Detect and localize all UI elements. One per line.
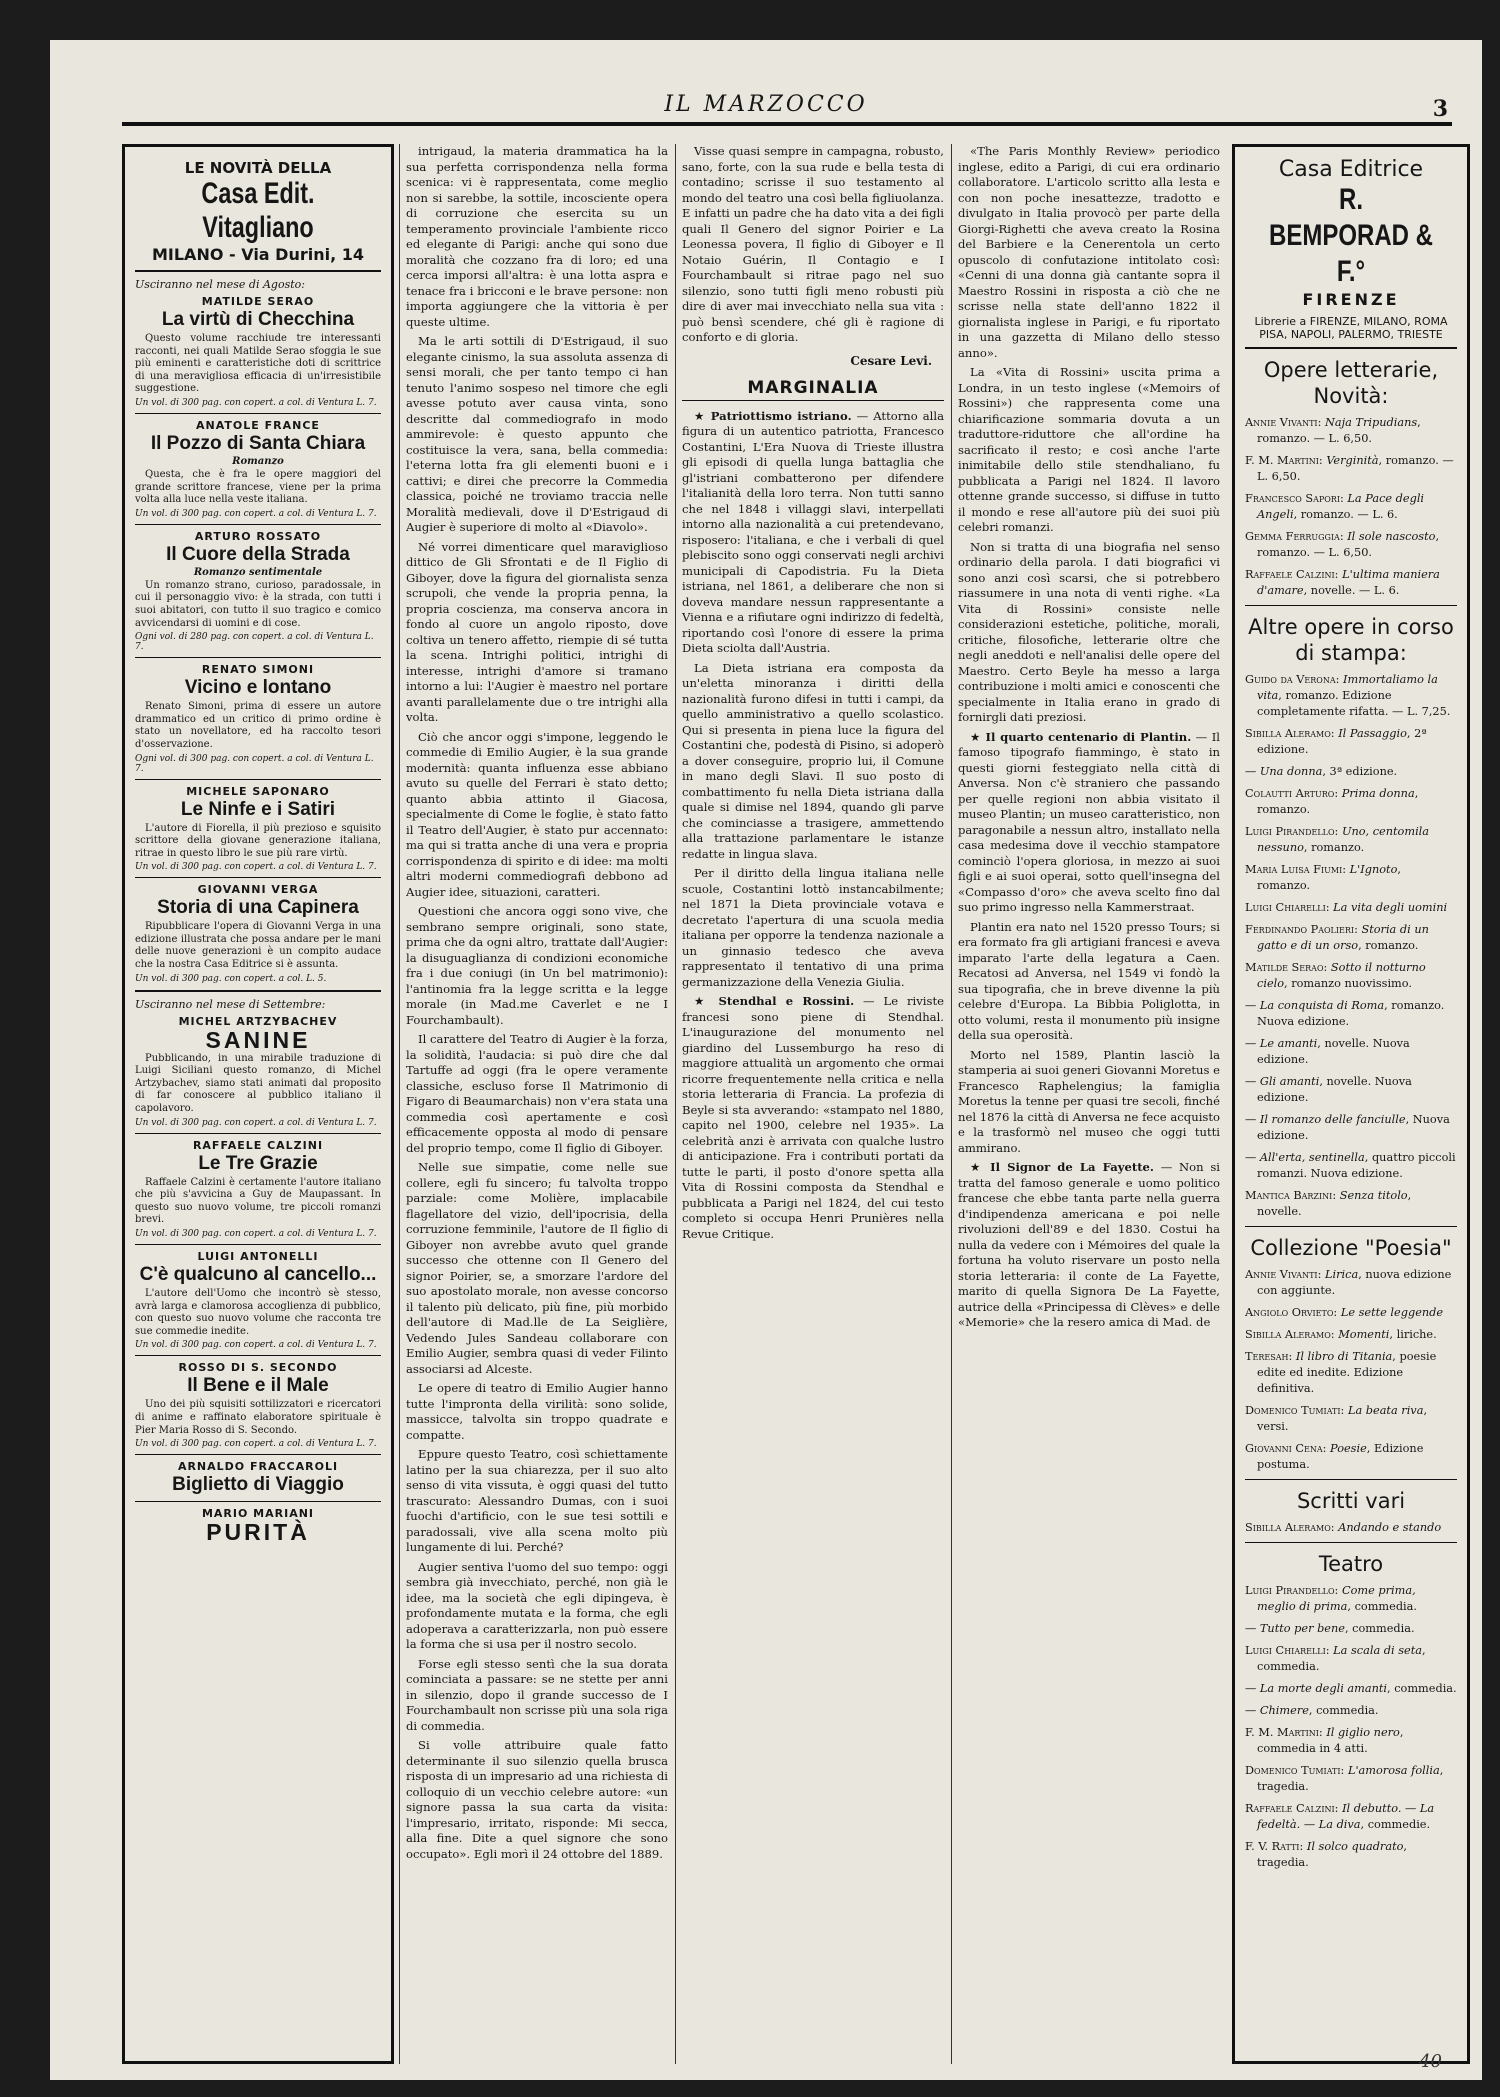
book-genre: Romanzo sentimentale bbox=[193, 566, 323, 578]
publisher-name: Casa Edit. Vitagliano bbox=[201, 177, 315, 244]
divider bbox=[1245, 347, 1457, 349]
book-list-september bbox=[135, 1015, 381, 1544]
catalog-item: Mantica Barzini: Senza titolo, novelle. bbox=[1245, 1189, 1412, 1218]
catalog-item: Francesco Sapori: La Pace degli Angeli, romanzo. — L. 6. bbox=[1245, 492, 1425, 521]
catalog-item: Colautti Arturo: Prima donna, romanzo. bbox=[1245, 787, 1419, 816]
book-price: Un vol. di 300 pag. con copert. a col. di Ventura L. 7. bbox=[135, 397, 377, 408]
marginalia-entry-plantin: ★ Il quarto centenario di Plantin. — Il famoso tipografo fiammingo, è stato in questi giorni festeggiato nella città di Anversa. Non c'è straniero che passando per quelle regioni non abbia visitato il museo Plantin; un museo caratteristico, non paragonabile a nessun altro, installato nella casa medesima dove il vecchio stampatore cominciò l'opera gloriosa, in mezzo ai suoi figli e ai suoi operai, sotto quell'insegna del «Compasso d'oro» che aveva scelto fino dal suo primo ingresso nella Kammerstraat. bbox=[958, 729, 1220, 914]
book-description: L'autore di Fiorella, il più prezioso e squisito scrittore della giovane generazione italiana, ritrae in questo libro le sue più rare virtù. bbox=[135, 822, 381, 859]
column-rule bbox=[399, 144, 400, 2064]
catalog-sections bbox=[1245, 357, 1457, 1871]
book-price: Ogni vol. di 280 pag. con copert. a col. di Ventura L. 7. bbox=[135, 632, 374, 653]
marginalia-paragraph: «The Paris Monthly Review» periodico inglese, edito a Parigi, di cui era ordinario collaboratore. L'articolo scritto alla lesta e con non poche inesattezze, tradotto e divulgato in Italia provocò per parte della Giorgi-Righetti che aveva creato la Rosina del Barbiere e la Cenerentola un certo opuscolo di confutazione intitolato così: «Cenni di una donna già cantante sopra il Maestro Rossini in risposta a ciò che ne scrisse nella state dell'anno 1822 il giornalista inglese in Parigi, e fu riportato in una gazzetta di Milano dello stesso anno». bbox=[958, 144, 1220, 360]
book-author: MARIO MARIANI bbox=[201, 1507, 315, 1521]
book-listing bbox=[135, 1507, 381, 1546]
book-title: PURITÀ bbox=[206, 1519, 310, 1546]
item-details: Edizione postuma. bbox=[1257, 1442, 1424, 1471]
marginalia-paragraph: Plantin era nato nel 1520 presso Tours; si era formato fra gli artigiani francesi e aveva imparato l'arte della legatura a Caen. Recatosi ad Anversa, nel 1549 vi fondò la sua tipografia, che in breve divenne la più celebre d'Europa. La Bibbia Poliglotta, in otto volumi, resta il monumento più insigne della sua operosità. bbox=[958, 919, 1220, 1042]
item-author: Domenico Tumiati bbox=[1245, 1404, 1341, 1417]
item-title: — All'erta, sentinella bbox=[1245, 1151, 1365, 1164]
divider bbox=[135, 1501, 381, 1502]
book-title: Storia di una Capinera bbox=[157, 897, 359, 919]
book-author: ARTURO ROSSATO bbox=[194, 529, 322, 543]
book-author: ARNALDO FRACCAROLI bbox=[177, 1460, 339, 1474]
item-author: F. M. Martini bbox=[1245, 454, 1319, 467]
book-description: Questo volume racchiude tre interessanti racconti, nei quali Matilde Serao sfoggia le sue più eminenti e caratteristiche doti di scrittrice di una meravigliosa efficacia di un'irresistibile suggestione. bbox=[135, 333, 381, 395]
item-details: romanzo. — L. 6,50. bbox=[1257, 546, 1372, 559]
article-paragraph: Augier sentiva l'uomo del suo tempo: oggi sembra già invecchiato, perché, non già le idee, ma la società che egli dipingeva, è profondamente mutata e la forma, che egli adoperava a caratterizzarla, non può essere la forma che si usa per il nostro secolo. bbox=[406, 1559, 668, 1651]
catalog-item: Annie Vivanti: Lirica, nuova edizione con aggiunte. bbox=[1245, 1268, 1452, 1297]
item-author: F. V. Ratti bbox=[1245, 1840, 1300, 1853]
item-details: commedia. bbox=[1257, 1660, 1320, 1673]
catalog-item: Ferdinando Paolieri: Storia di un gatto e di un orso, romanzo. bbox=[1245, 923, 1429, 952]
item-title: Il libro di Titania bbox=[1295, 1350, 1393, 1363]
catalog-section-heading: Teatro bbox=[1318, 1552, 1384, 1576]
book-author: GIOVANNI VERGA bbox=[197, 883, 319, 897]
item-author: Francesco Sapori bbox=[1245, 492, 1340, 505]
item-details: tragedia. bbox=[1257, 1856, 1309, 1869]
catalog-item: Annie Vivanti: Naja Tripudians, romanzo. — L. 6,50. bbox=[1245, 416, 1421, 445]
item-details: 3ª edizione. bbox=[1329, 765, 1398, 778]
item-title: — La morte degli amanti bbox=[1245, 1682, 1388, 1695]
catalog-item: Raffaele Calzini: Il debutto. — La fedeltà. — La diva, commedie. bbox=[1245, 1802, 1435, 1831]
book-title: Il Cuore della Strada bbox=[166, 543, 350, 565]
article-paragraph: intrigaud, la materia drammatica ha la sua perfetta corrispondenza nella forma scenica: vi è rappresentata, come meglio non si sarebbe, la sottile, incosciente opera di corruzione che esercita su un temperamento provinciale l'ambiente ricco ed elegante di Parigi: anche qui sono due moralità che cozzano fra di loro; ed una cerca imporsi all'altra: è una lotta aspra e tenace fra i bricconi e le brave persone: non importa aggiungere che la vittoria è per queste ultime. bbox=[406, 144, 668, 329]
book-listing bbox=[135, 785, 381, 873]
item-details: romanzo. bbox=[1257, 879, 1311, 892]
item-author: Domenico Tumiati bbox=[1245, 1764, 1341, 1777]
article-paragraph: Si volle attribuire quale fatto determinante il suo silenzio quella brusca risposta di un impresario ad una richiesta di colloquio di un vecchio celebre autore: «un signore passa la sua carta da visita: l'impresario, irritato, risponde: Mi secca, alla fine. Dite a quel signore che sono occupato». Egli morì il 24 ottobre del 1889. bbox=[406, 1738, 668, 1861]
item-title: L'amorosa follia bbox=[1347, 1764, 1440, 1777]
item-title: Lirica bbox=[1324, 1268, 1359, 1281]
book-listing bbox=[135, 530, 381, 652]
book-title: Il Pozzo di Santa Chiara bbox=[150, 432, 366, 454]
item-title: La beata riva bbox=[1347, 1404, 1424, 1417]
marginalia-paragraph: Morto nel 1589, Plantin lasciò la stamperia ai suoi generi Giovanni Moretus e Francesco Raphelengius; la famiglia Moretus la tenne per quasi tre secoli, finché nel 1876 la città di Anversa ne fece acquisto e la trasformò nel museo che oggi tutti ammirano. bbox=[958, 1047, 1220, 1155]
publisher-name: R. BEMPORAD & F.° bbox=[1268, 183, 1433, 288]
entry-title: Patriottismo istriano. bbox=[710, 408, 852, 423]
item-author: Maria Luisa Fiumi bbox=[1245, 863, 1343, 876]
item-details: romanzo. Nuova edizione. bbox=[1257, 999, 1445, 1028]
item-title: Sotto il notturno cielo bbox=[1257, 961, 1426, 990]
catalog-item: — Le amanti, novelle. Nuova edizione. bbox=[1245, 1037, 1410, 1066]
item-details: nuova edizione con aggiunte. bbox=[1257, 1268, 1452, 1297]
item-title: Il debutto. — La fedeltà. — La diva bbox=[1257, 1802, 1435, 1831]
book-price: Un vol. di 300 pag. con copert. a col. di Ventura L. 7. bbox=[135, 1229, 377, 1239]
book-listing bbox=[135, 1361, 381, 1449]
publisher-kicker: Casa Editrice bbox=[1278, 157, 1424, 182]
item-title: — Una donna bbox=[1245, 765, 1323, 778]
item-author: Giovanni Cena bbox=[1245, 1442, 1323, 1455]
item-author: Luigi Pirandello bbox=[1245, 1584, 1335, 1597]
item-author: Angiolo Orvieto bbox=[1245, 1306, 1334, 1319]
catalog-item: Raffaele Calzini: L'ultima maniera d'amare, novelle. — L. 6. bbox=[1245, 568, 1440, 597]
divider bbox=[135, 1244, 381, 1245]
catalog-item: — Tutto per bene, commedia. bbox=[1245, 1622, 1415, 1635]
item-author: Annie Vivanti bbox=[1245, 416, 1318, 429]
marginalia-column-4 bbox=[958, 144, 1220, 2064]
release-label-august: Usciranno nel mese di Agosto: bbox=[135, 278, 305, 291]
catalog-item: Giovanni Cena: Poesie, Edizione postuma. bbox=[1245, 1442, 1424, 1471]
item-details: commedia in 4 atti. bbox=[1257, 1742, 1368, 1755]
article-paragraph: Il carattere del Teatro di Augier è la forza, la solidità, l'audacia: si può dire che dal Tartuffe ad oggi (fra le opere veramente classiche, escluso forse Il Matrimonio di Figaro di Beaumarchais) non v'era stata una commedia così apertamente e così efficacemente opposta al modo di pensare del proprio tempo, come Il figlio di Giboyer. bbox=[406, 1032, 668, 1155]
article-ending bbox=[682, 144, 944, 346]
book-listing bbox=[135, 883, 381, 983]
divider bbox=[135, 1454, 381, 1455]
divider bbox=[1245, 605, 1457, 606]
item-details: romanzo. bbox=[1257, 803, 1311, 816]
item-author: Luigi Chiarelli bbox=[1245, 1644, 1326, 1657]
book-listing bbox=[135, 1015, 381, 1128]
handwritten-mark: 40 bbox=[1419, 2051, 1442, 2072]
item-author: Teresah bbox=[1245, 1350, 1289, 1363]
catalog-item: Domenico Tumiati: La beata riva, versi. bbox=[1245, 1404, 1428, 1433]
item-title: — Gli amanti bbox=[1245, 1075, 1320, 1088]
article-column-augier bbox=[406, 144, 668, 2064]
item-title: — Tutto per bene bbox=[1245, 1622, 1345, 1635]
book-author: ANATOLE FRANCE bbox=[196, 418, 320, 432]
book-description: Renato Simoni, prima di essere un autore drammatico ed un critico di primo ordine è stato un novellatore, ed ha raccolto tesori d'osservazione. bbox=[135, 701, 381, 750]
catalog-item: Maria Luisa Fiumi: L'Ignoto, romanzo. bbox=[1245, 863, 1401, 892]
article-signature: Cesare Levi. bbox=[850, 353, 932, 368]
catalog-section-heading: Scritti vari bbox=[1296, 1489, 1406, 1513]
publisher-address: MILANO - Via Durini, 14 bbox=[151, 245, 364, 264]
item-title: — La conquista di Roma bbox=[1245, 999, 1385, 1012]
item-title: — Il romanzo delle fanciulle bbox=[1245, 1113, 1406, 1126]
item-author: Sibilla Aleramo bbox=[1245, 1328, 1331, 1341]
item-title: — Chimere bbox=[1245, 1704, 1309, 1717]
item-author: Mantica Barzini bbox=[1245, 1189, 1333, 1202]
catalog-item: — Chimere, commedia. bbox=[1245, 1704, 1379, 1717]
book-description: Questa, che è fra le opere maggiori del grande scrittore francese, viene per la prima volta alla luce nella veste italiana. bbox=[135, 468, 381, 506]
ad-kicker: LE NOVITÀ DELLA bbox=[184, 159, 332, 177]
item-details: commedie. bbox=[1367, 1818, 1431, 1831]
divider bbox=[135, 270, 381, 272]
entry-text: Per il diritto della lingua italiana nelle scuole, Costantini lottò instancabilmente; nel 1871 la Dieta provinciale votava e decretato l'apertura di una scuola media italiana per opporre la tendenza nazionale a un ginnasio tedesco che aveva rappresentato il tentativo di una prima germanizzazione della Venezia Giulia. bbox=[682, 866, 944, 989]
book-title: Le Ninfe e i Satiri bbox=[180, 798, 336, 820]
item-author: Sibilla Aleramo bbox=[1245, 727, 1331, 740]
item-author: Colautti Arturo bbox=[1245, 787, 1335, 800]
item-title: Prima donna bbox=[1341, 787, 1415, 800]
publisher-city: FIRENZE bbox=[1302, 290, 1400, 309]
book-listing bbox=[135, 1139, 381, 1239]
article-paragraph: Forse egli stesso sentì che la sua dorata cominciata a passare: se ne stette per anni in silenzio, dopo il grande successo de I Fourchambault non scrisse più una sola riga di commedia. bbox=[406, 1656, 668, 1733]
book-author: MICHELE SAPONARO bbox=[186, 784, 330, 798]
divider bbox=[1245, 1542, 1457, 1543]
book-author: LUIGI ANTONELLI bbox=[197, 1250, 319, 1263]
item-author: Raffaele Calzini bbox=[1245, 1802, 1335, 1815]
book-author: MATILDE SERAO bbox=[201, 295, 315, 308]
book-description: L'autore dell'Uomo che incontrò sè stesso, avrà larga e clamorosa accoglienza di pubblico, con questo suo nuovo volume che racconta tre sue commedie inedite. bbox=[135, 1288, 381, 1337]
release-label-september: Usciranno nel mese di Settembre: bbox=[135, 997, 326, 1011]
item-details: romanzo. — L. 6,50. bbox=[1257, 432, 1372, 445]
item-details: versi. bbox=[1257, 1420, 1289, 1433]
marginalia-paragraph: Non si tratta di una biografia nel senso ordinario della parola. I dati biografici vi sono anzi così scarsi, che si potrebbero riassumere in una nota di venti righe. «La Vita di Rossini» consiste nelle considerazioni estetiche, politiche, morali, critiche, filosofiche, letterarie oltre che negli aneddoti e nell'analisi delle opere del Maestro. Certo Beyle ha messo a larga contribuzione i molti amici e conoscenti che specialmente in Italia erano in grado di fornirgli dati preziosi. bbox=[958, 539, 1220, 724]
item-details: romanzo. — L. 6,50. bbox=[1257, 454, 1454, 483]
item-author: Matilde Serao bbox=[1245, 961, 1324, 974]
item-title: Immortaliamo la vita bbox=[1257, 673, 1438, 702]
book-description: Pubblicando, in una mirabile traduzione di Luigi Siciliani questo romanzo, di Michel Artzybachev, siamo stati animati dal proposito di far conoscere al pubblico italiano il capolavoro. bbox=[135, 1052, 381, 1115]
entry-text: Attorno alla figura di un autentico patriotta, Francesco Costantini, L'Era Nuova di Trieste illustra gli episodi di quella lunga battaglia che gl'istriani combatterono per difendere l'italianità della loro terra. Non tutti sanno che nel 1848 i villaggi slavi, interpellati intorno alla nazionalità a cui pretendevano, risposero: l'italiana, e che i verbali di quel plebiscito sono oggi conservati negli archivi municipali di Capodistria. Fu la Dieta istriana, nel 1861, a deliberare che non si doveva mandare nessun rappresentante a Vienna e a rifiutare ogni indirizzo di fedeltà, riportando così l'onore di essere la prima Dieta sciolta dall'Austria. bbox=[682, 408, 944, 655]
divider bbox=[135, 1355, 381, 1356]
catalog-item: Gemma Ferruggia: Il sole nascosto, romanzo. — L. 6,50. bbox=[1245, 530, 1440, 559]
book-title: Biglietto di Viaggio bbox=[172, 1474, 344, 1496]
item-details: tragedia. bbox=[1257, 1780, 1309, 1793]
book-title: La virtù di Checchina bbox=[161, 309, 355, 330]
divider bbox=[135, 413, 381, 414]
item-author: Luigi Chiarelli bbox=[1245, 901, 1326, 914]
item-details: poesie edite ed inedite. Edizione definitiva. bbox=[1257, 1350, 1437, 1395]
catalog-item: Teresah: Il libro di Titania, poesie edite ed inedite. Edizione definitiva. bbox=[1245, 1350, 1437, 1395]
catalog-item: — Il romanzo delle fanciulle, Nuova edizione. bbox=[1245, 1113, 1450, 1142]
column-rule bbox=[951, 144, 952, 2064]
stendhal-continuation bbox=[958, 144, 1220, 726]
item-title: L'ultima maniera d'amare bbox=[1257, 568, 1440, 597]
book-list-august bbox=[135, 295, 381, 984]
catalog-item: Matilde Serao: Sotto il notturno cielo, romanzo nuovissimo. bbox=[1245, 961, 1426, 990]
article-paragraph: Visse quasi sempre in campagna, robusto, sano, forte, con la sua rude e bella testa di contadino; scrisse il suo testamento al mondo del teatro una così bella figliuolanza. E infatti un padre che ha dato vita a dei figli quali Il Genero del signor Poirier e La Leonessa povera, Il figlio di Giboyer e Il Notaio Guérin, Il Contagio e I Fourchambault si ritrae pago nel suo silenzio, sono tutti figli meno robusti più dire di aver mai invecchiato nella sua vita : può bensì scendere, ché gli è ragione di conforto e di gloria. bbox=[682, 144, 944, 344]
divider bbox=[135, 657, 381, 658]
article-paragraph: Nelle sue simpatie, come nelle sue collere, egli fu sincero; fu talvolta troppo parziale: come Molière, implacabile flagellatore del vizio, dell'ipocrisia, della corruzione femminile, l'autore de Il figlio di Giboyer non avrebbe avuto quel grande successo che ottenne con Il Genero del signor Poirier, se, a smorzare l'ardore del suo apostolato morale, non avesse concorso il talento più delicato, più fine, più morbido dell'autore di Mad.lle de La Seiglière, Vedendo Jules Sandeau collaborare con Emilio Augier, sembra quasi di veder Filinto associarsi ad Alceste. bbox=[406, 1160, 668, 1376]
book-description: Un romanzo strano, curioso, paradossale, in cui il personaggio vivo: è la strada, con tutti i suoi abitatori, con tutto il suo tragico e comico avvicendarsi di uomini e di cose. bbox=[135, 579, 381, 629]
item-title: La Pace degli Angeli bbox=[1257, 492, 1425, 521]
item-details: novelle. bbox=[1257, 1205, 1302, 1218]
catalog-item: Luigi Chiarelli: La vita degli uomini bbox=[1245, 901, 1448, 914]
item-details: commedia. bbox=[1394, 1682, 1457, 1695]
item-details: novelle. — L. 6. bbox=[1310, 584, 1400, 597]
catalog-item: Sibilla Aleramo: Il Passaggio, 2ª edizione. bbox=[1245, 727, 1427, 756]
catalog-item: Luigi Chiarelli: La scala di seta, commedia. bbox=[1245, 1644, 1426, 1673]
divider bbox=[135, 779, 381, 780]
article-paragraph: Eppure questo Teatro, così schiettamente latino per la sua chiarezza, per il suo alto senso di vita vissuta, è oggi quasi del tutto trascurato: Alessandro Dumas, con i suoi fuochi d'artificio, con le sue tesi sottili e paradossali, vive alla scena molto più lungamente di lui. Perché? bbox=[406, 1447, 668, 1554]
catalog-item: — Gli amanti, novelle. Nuova edizione. bbox=[1245, 1075, 1412, 1104]
divider bbox=[1245, 1226, 1457, 1227]
item-details: romanzo. bbox=[1311, 841, 1365, 854]
book-price: Un vol. di 300 pag. con copert. a col. di Ventura L. 7. bbox=[135, 862, 377, 873]
newspaper-page bbox=[50, 40, 1482, 2080]
item-title: Andando e stando bbox=[1338, 1521, 1442, 1534]
bemporad-advertisement bbox=[1232, 144, 1470, 2064]
vitagliano-advertisement bbox=[122, 144, 394, 2064]
item-title: Le sette leggende bbox=[1340, 1306, 1444, 1319]
item-title: Storia di un gatto e di un orso bbox=[1257, 923, 1429, 952]
catalog-item: — All'erta, sentinella, quattro piccoli romanzi. Nuova edizione. bbox=[1245, 1151, 1456, 1180]
book-listing bbox=[135, 663, 381, 773]
marginalia-paragraph bbox=[682, 661, 944, 863]
item-title: Naja Tripudians bbox=[1324, 416, 1418, 429]
item-title: Poesie bbox=[1330, 1442, 1367, 1455]
item-title: Il giglio nero bbox=[1326, 1726, 1400, 1739]
catalog-item: — La conquista di Roma, romanzo. Nuova edizione. bbox=[1245, 999, 1445, 1028]
catalog-item: — Una donna, 3ª edizione. bbox=[1245, 765, 1398, 778]
marginalia-heading: MARGINALIA bbox=[682, 378, 944, 401]
item-details: commedia. bbox=[1316, 1704, 1379, 1717]
article-paragraph: Ma le arti sottili di D'Estrigaud, il suo elegante cinismo, la sua assoluta assenza di sensi morali, che per tanto tempo ci han tenuto l'animo sospeso nel timore che egli avesse potuto aver causa vinta, sono descritte dal commediografo in modo ammirevole: è questo appunto che costituisce la vera, sana, bella commedia: l'eterna lotta fra gli elementi buoni e i cattivi; e direi che precorre la Commedia classica, poiché ne troviamo traccia nelle Moralità medievali, dove il D'Estrigaud di Augier è superiore di molto al «Diavolo». bbox=[406, 334, 668, 534]
page-number: 3 bbox=[1432, 96, 1448, 122]
book-price: Un vol. di 300 pag. con copert. a col. L. 5. bbox=[135, 973, 327, 984]
book-author: RENATO SIMONI bbox=[201, 663, 315, 677]
marginalia-entry-lafayette: ★ Il Signor de La Fayette. — Non si tratta del famoso generale e uomo politico francese che ebbe tanta parte nella guerra d'indipendenza americana e poi nelle rivoluzioni dell'89 e del 1830. Costui ha nulla da vedere con i Mémoires del quale la fortuna ha voluto riservare un posto nella storia letteraria: il conte de La Fayette, marito di quella Signora De La Fayette, autrice della «Principessa di Clèves» e delle «Memorie» che la resero amica di Mad. de bbox=[958, 1160, 1220, 1329]
book-author: ROSSO DI S. SECONDO bbox=[178, 1361, 338, 1375]
catalog-item: Angiolo Orvieto: Le sette leggende bbox=[1245, 1306, 1444, 1319]
book-genre: Romanzo bbox=[232, 455, 284, 467]
catalog-item: Luigi Pirandello: Come prima, meglio di prima, commedia. bbox=[1245, 1584, 1417, 1613]
item-title: Come prima, meglio di prima bbox=[1257, 1584, 1416, 1613]
book-listing bbox=[135, 1250, 381, 1350]
catalog-section-heading: Opere letterarie, Novità: bbox=[1263, 358, 1439, 408]
book-listing bbox=[135, 295, 381, 408]
catalog-item: F. M. Martini: Il giglio nero, commedia in 4 atti. bbox=[1245, 1726, 1404, 1755]
header-rule bbox=[122, 122, 1452, 126]
item-details: commedia. bbox=[1352, 1622, 1415, 1635]
catalog-item: Sibilla Aleramo: Momenti, liriche. bbox=[1245, 1328, 1437, 1341]
catalog-section-heading: Collezione "Poesia" bbox=[1250, 1236, 1452, 1260]
marginalia-entries bbox=[682, 409, 944, 991]
item-author: F. M. Martini bbox=[1245, 1726, 1319, 1739]
item-details: novelle. Nuova edizione. bbox=[1257, 1037, 1410, 1066]
plantin-continuation bbox=[958, 920, 1220, 1157]
item-title: Senza titolo bbox=[1339, 1189, 1408, 1202]
book-author: MICHEL ARTZYBACHEV bbox=[178, 1014, 338, 1028]
book-price: Un vol. di 300 pag. con copert. a col. di Ventura L. 7. bbox=[135, 1340, 377, 1351]
item-title: Il sole nascosto bbox=[1347, 530, 1436, 543]
divider bbox=[135, 524, 381, 525]
divider bbox=[135, 877, 381, 878]
item-details: Nuova edizione. bbox=[1257, 1113, 1450, 1142]
book-price: Un vol. di 300 pag. con copert. a col. di Ventura L. 7. bbox=[135, 1117, 377, 1128]
book-listing bbox=[135, 419, 381, 519]
item-details: romanzo. Edizione completamente rifatta. — L. 7,25. bbox=[1257, 689, 1451, 718]
item-author: Gemma Ferruggia bbox=[1245, 530, 1340, 543]
item-author: Luigi Pirandello bbox=[1245, 825, 1335, 838]
article-paragraph: Né vorrei dimenticare quel maraviglioso dittico de Gli Sfrontati e de Il Figlio di Giboyer, dove la figura del giornalista senza scrupoli, che vende la propria penna, la propria coscienza, ma conserva ancora in fondo al cuore un angolo riposto, dove coltiva un tenero affetto, riempie di sé tutta la scena. Intrighi politici, intrighi di interesse, intrighi d'amore si tramano intorno a lui: l'Augier è maestro nel portare avanti parallelamente due o tre intrighi alla volta. bbox=[406, 539, 668, 724]
article-paragraph: Ciò che ancor oggi s'impone, leggendo le commedie di Emilio Augier, è la sua grande modernità: quanta influenza esse abbiano avuto su quelle del Ferrari è stato detto; quanto abbia attinto il Giacosa, specialmente di Come le foglie, è stato fatto il Teatro dell'Augier, è stato pur accennato: ma qui si tratta anche di una vera e propria corrispondenza di spirito e di idee: ma molti altri moderni commediografi debbono ad Augier idee, situazioni, caratteri. bbox=[406, 729, 668, 899]
marginalia-paragraph bbox=[682, 866, 944, 990]
book-title: Il Bene e il Male bbox=[187, 1375, 329, 1397]
item-details: romanzo. — L. 6. bbox=[1300, 508, 1398, 521]
catalog-item: Sibilla Aleramo: Andando e stando bbox=[1245, 1521, 1442, 1534]
item-author: Annie Vivanti bbox=[1245, 1268, 1318, 1281]
item-title: Uno, centomila nessuno bbox=[1257, 825, 1430, 854]
item-details: quattro piccoli romanzi. Nuova edizione. bbox=[1257, 1151, 1456, 1180]
catalog-item: Guido da Verona: Immortaliamo la vita, romanzo. Edizione completamente rifatta. — L. 7,25. bbox=[1245, 673, 1451, 718]
item-author: Guido da Verona bbox=[1245, 673, 1336, 686]
article-paragraph: Le opere di teatro di Emilio Augier hanno tutte l'impronta della virilità: sono solide, massicce, talvolta sin troppo quadrate e compatte. bbox=[406, 1381, 668, 1442]
article-column-3 bbox=[682, 144, 944, 2064]
divider bbox=[1245, 1479, 1457, 1480]
item-title: Verginità bbox=[1326, 454, 1379, 467]
book-description: Ripubblicare l'opera di Giovanni Verga in una edizione illustrata che possa andare per le mani delle nuove generazioni è un compito audace che la nostra Casa Editrice si è assunta. bbox=[135, 921, 381, 971]
divider bbox=[135, 1133, 381, 1134]
item-title: — Le amanti bbox=[1245, 1037, 1318, 1050]
item-details: romanzo nuovissimo. bbox=[1291, 977, 1412, 990]
marginalia-entry-stendhal: ★ Stendhal e Rossini. — Le riviste francesi sono piene di Stendhal. L'inaugurazione del monumento nel giardino del Lussemburgo ha reso di maggiore attualità un argomento che ormai ricorre frequentemente nella critica e nella storia letteraria di Francia. La profezia di Beyle si sta avverando: «stampato nel 1880, capito nel 1900, celebre nel 1935». La celebrità anzi è arrivata con qualche lustro di anticipazione. Fra i contributi portati da tutte le parti, il posto d'onore spetta alla Vita di Rossini composta da Stendhal e pubblicata a Parigi nel 1824, del cui testo completo si occupa Henri Prunières nella Revue Critique. bbox=[682, 994, 944, 1241]
item-title: La scala di seta bbox=[1333, 1644, 1422, 1657]
entry-text: La Dieta istriana era composta da un'eletta minoranza i diritti della nazionalità furono difesi in tutti i campi, da quello amministrativo a quello scolastico. Qui si presenta in piena luce la figura del Costantini che, podestà di Pisino, si adoperò a dover conseguire, proprio lui, il Comune in mano degli Slavi. Il suo posto di combattimento fu nella Dieta istriana dalla quale si dimise nel 1894, quando gli parve che cominciasse a trasigere, ammettendo alla trattazione parlamentare le istanze redatte in lingua slava. bbox=[682, 660, 944, 861]
book-author: RAFFAELE CALZINI bbox=[192, 1138, 324, 1152]
item-author: Ferdinando Paolieri bbox=[1245, 923, 1355, 936]
column-rule bbox=[675, 144, 676, 2064]
item-title: Momenti bbox=[1338, 1328, 1390, 1341]
item-details: novelle. Nuova edizione. bbox=[1257, 1075, 1412, 1104]
book-listing bbox=[135, 1460, 381, 1496]
item-title: Il Passaggio bbox=[1338, 727, 1407, 740]
item-author: Raffaele Calzini bbox=[1245, 568, 1335, 581]
item-details: 2ª edizione. bbox=[1257, 727, 1427, 756]
book-title: C'è qualcuno al cancello... bbox=[139, 1264, 377, 1285]
article-paragraph: Questioni che ancora oggi sono vive, che sembrano sempre originali, sono state, prima che da ogni altro, trattate dall'Augier: la disuguaglianza di condizioni economiche fra i due coniugi (in Un bel matrimonio): l'antinomia fra la legge scritta e la legge morale (in Mad.me Caverlet e ne I Fourchambault). bbox=[406, 904, 668, 1027]
masthead-title: IL MARZOCCO bbox=[664, 92, 868, 117]
item-details: romanzo. bbox=[1365, 939, 1419, 952]
marginalia-paragraph: ★ Patriottismo istriano. — Attorno alla figura di un autentico patriotta, Francesco Costantini, L'Era Nuova di Trieste illustra gli episodi di quella lunga battaglia che gl'istriani combatterono per difendere l'italianità della loro terra. Non tutti sanno che nel 1848 i villaggi slavi, interpellati intorno alla nazionalità a cui pretendevano, risposero: l'italiana, e che i verbali di quel plebiscito sono oggi conservati negli archivi municipali di Capodistria. Fu la Dieta istriana, nel 1861, a deliberare che non si doveva mandare nessun rappresentante a Vienna e a rifiutare ogni indirizzo di fedeltà, riportando così l'onore di essere la prima Dieta sciolta dall'Austria. bbox=[682, 408, 944, 655]
book-price: Ogni vol. di 300 pag. con copert. a col. di Ventura L. 7. bbox=[135, 753, 374, 774]
item-details: commedia. bbox=[1354, 1600, 1417, 1613]
catalog-item: — La morte degli amanti, commedia. bbox=[1245, 1682, 1457, 1695]
divider bbox=[135, 990, 381, 992]
book-title: Le Tre Grazie bbox=[198, 1152, 318, 1174]
book-price: Un vol. di 300 pag. con copert. a col. di Ventura L. 7. bbox=[135, 508, 377, 519]
catalog-item: F. M. Martini: Verginità, romanzo. — L. 6,50. bbox=[1245, 454, 1454, 483]
catalog-item: Domenico Tumiati: L'amorosa follia, tragedia. bbox=[1245, 1764, 1444, 1793]
catalog-item: F. V. Ratti: Il solco quadrato, tragedia. bbox=[1245, 1840, 1408, 1869]
book-description: Uno dei più squisiti sottilizzatori e ricercatori di anime e raffinato elaboratore spirituale è Pier Maria Rosso di S. Secondo. bbox=[135, 1399, 381, 1436]
item-title: Il solco quadrato bbox=[1306, 1840, 1404, 1853]
item-details: liriche. bbox=[1396, 1328, 1437, 1341]
book-title: Vicino e lontano bbox=[184, 677, 332, 699]
item-title: La vita degli uomini bbox=[1333, 901, 1448, 914]
catalog-section-heading: Altre opere in corso di stampa: bbox=[1248, 615, 1454, 665]
marginalia-paragraph: La «Vita di Rossini» uscita prima a Londra, in un testo inglese («Memoirs of Rossini») che rappresenta come una chiarificazione sommaria dovuta a un traduttore-riduttore che all'ordine ha sacrificato il resto; e così anche l'arte inimitabile dello stile stendhaliano, fu pubblicata a Parigi nel 1824. Il lavoro ottenne grande successo, si diffuse in tutto il mondo e rese all'autore più dei suoi più celebri romanzi. bbox=[958, 365, 1220, 534]
item-title: L'Ignoto bbox=[1349, 863, 1398, 876]
book-title: SANINE bbox=[205, 1026, 311, 1053]
book-price: Un vol. di 300 pag. con copert. a col. di Ventura L. 7. bbox=[135, 1439, 377, 1450]
catalog-item: Luigi Pirandello: Uno, centomila nessuno, romanzo. bbox=[1245, 825, 1430, 854]
bookshop-locations: Librerie a FIRENZE, MILANO, ROMA PISA, NAPOLI, PALERMO, TRIESTE bbox=[1254, 315, 1448, 341]
book-description: Raffaele Calzini è certamente l'autore italiano che più s'avvicina a Guy de Maupassant. In questo suo nuovo volume, tre piccoli romanzi brevi. bbox=[135, 1176, 381, 1226]
item-author: Sibilla Aleramo bbox=[1245, 1521, 1331, 1534]
